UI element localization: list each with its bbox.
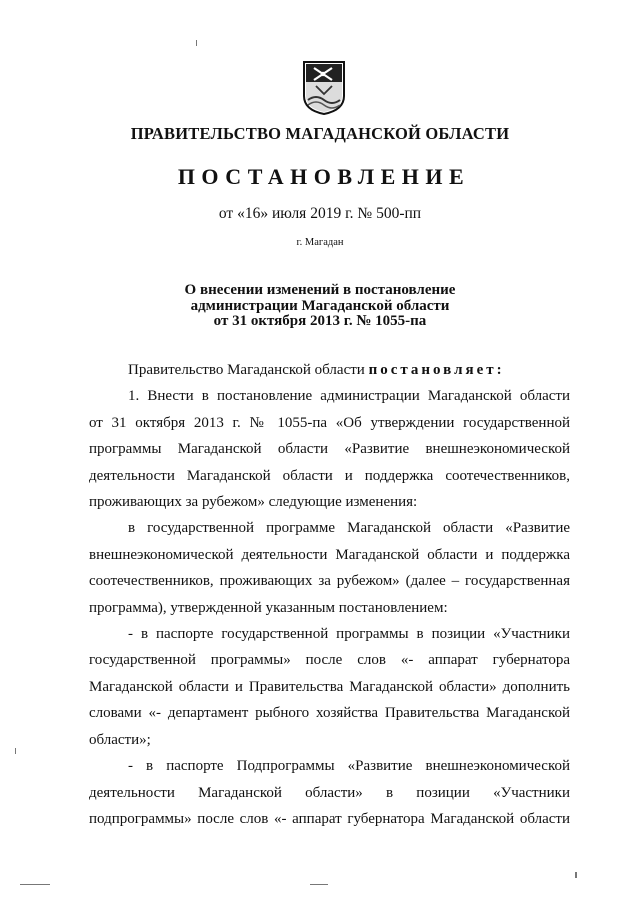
scan-speck: [310, 884, 328, 885]
scan-speck: [15, 748, 16, 754]
document-place: г. Магадан: [296, 237, 344, 248]
document-subject: [0, 283, 640, 330]
paragraph-line: соотечественников, проживающих за рубежом» (далее – государственная: [89, 573, 570, 590]
paragraph-line: словами «- департамент рыбного хозяйства Правительства Магаданской: [89, 705, 570, 722]
paragraph-line: государственной программы» после слов «- аппарат губернатора: [89, 652, 570, 669]
subject-line: от 31 октября 2013 г. № 1055-па: [213, 313, 427, 329]
document-date-number: от «16» июля 2019 г. № 500-пп: [218, 205, 422, 222]
paragraph-line: от 31 октября 2013 г. № 1055-па «Об утверждении государственной: [89, 414, 570, 431]
government-title: ПРАВИТЕЛЬСТВО МАГАДАНСКОЙ ОБЛАСТИ: [130, 124, 510, 143]
paragraph-line: проживающих за рубежом» следующие изменения:: [89, 494, 418, 511]
intro-prefix: Правительство Магаданской области: [128, 362, 365, 378]
intro-verb: постановляет:: [368, 362, 505, 378]
shield-icon: [302, 60, 346, 116]
scan-speck: [575, 872, 577, 878]
paragraph-line: в государственной программе Магаданской области «Развитие: [128, 520, 570, 537]
intro-paragraph: [89, 357, 570, 383]
paragraph-line: 1. Внести в постановление администрации Магаданской области: [128, 388, 570, 405]
scan-speck: [196, 40, 197, 46]
paragraph-line: внешнеэкономической деятельности Магаданской области и поддержка: [89, 546, 570, 563]
subject-line: администрации Магаданской области: [190, 297, 450, 314]
document-type: ПОСТАНОВЛЕНИЕ: [177, 164, 471, 189]
paragraph-line: Магаданской области и Правительства Магаданской области» дополнить: [89, 678, 570, 695]
subject-line: О внесении изменений в постановление: [184, 282, 456, 298]
document-body: [89, 357, 570, 832]
paragraph-line: программа), утвержденной указанным постановлением:: [89, 599, 448, 616]
paragraph-line: деятельности Магаданской области и поддержка соотечественников,: [89, 467, 570, 484]
scan-speck: [20, 884, 50, 885]
paragraph-line: программы Магаданской области «Развитие внешнеэкономической: [89, 441, 570, 458]
coat-of-arms-emblem: [302, 60, 346, 116]
paragraph-line: области»;: [89, 731, 151, 748]
paragraph-line: - в паспорте государственной программы в позиции «Участники: [128, 626, 570, 643]
paragraph-line: деятельности Магаданской области» в позиции «Участники: [89, 784, 570, 801]
paragraph-line: подпрограммы» после слов «- аппарат губернатора Магаданской области: [89, 810, 570, 827]
paragraph-line: - в паспорте Подпрограммы «Развитие внешнеэкономической: [128, 758, 570, 775]
